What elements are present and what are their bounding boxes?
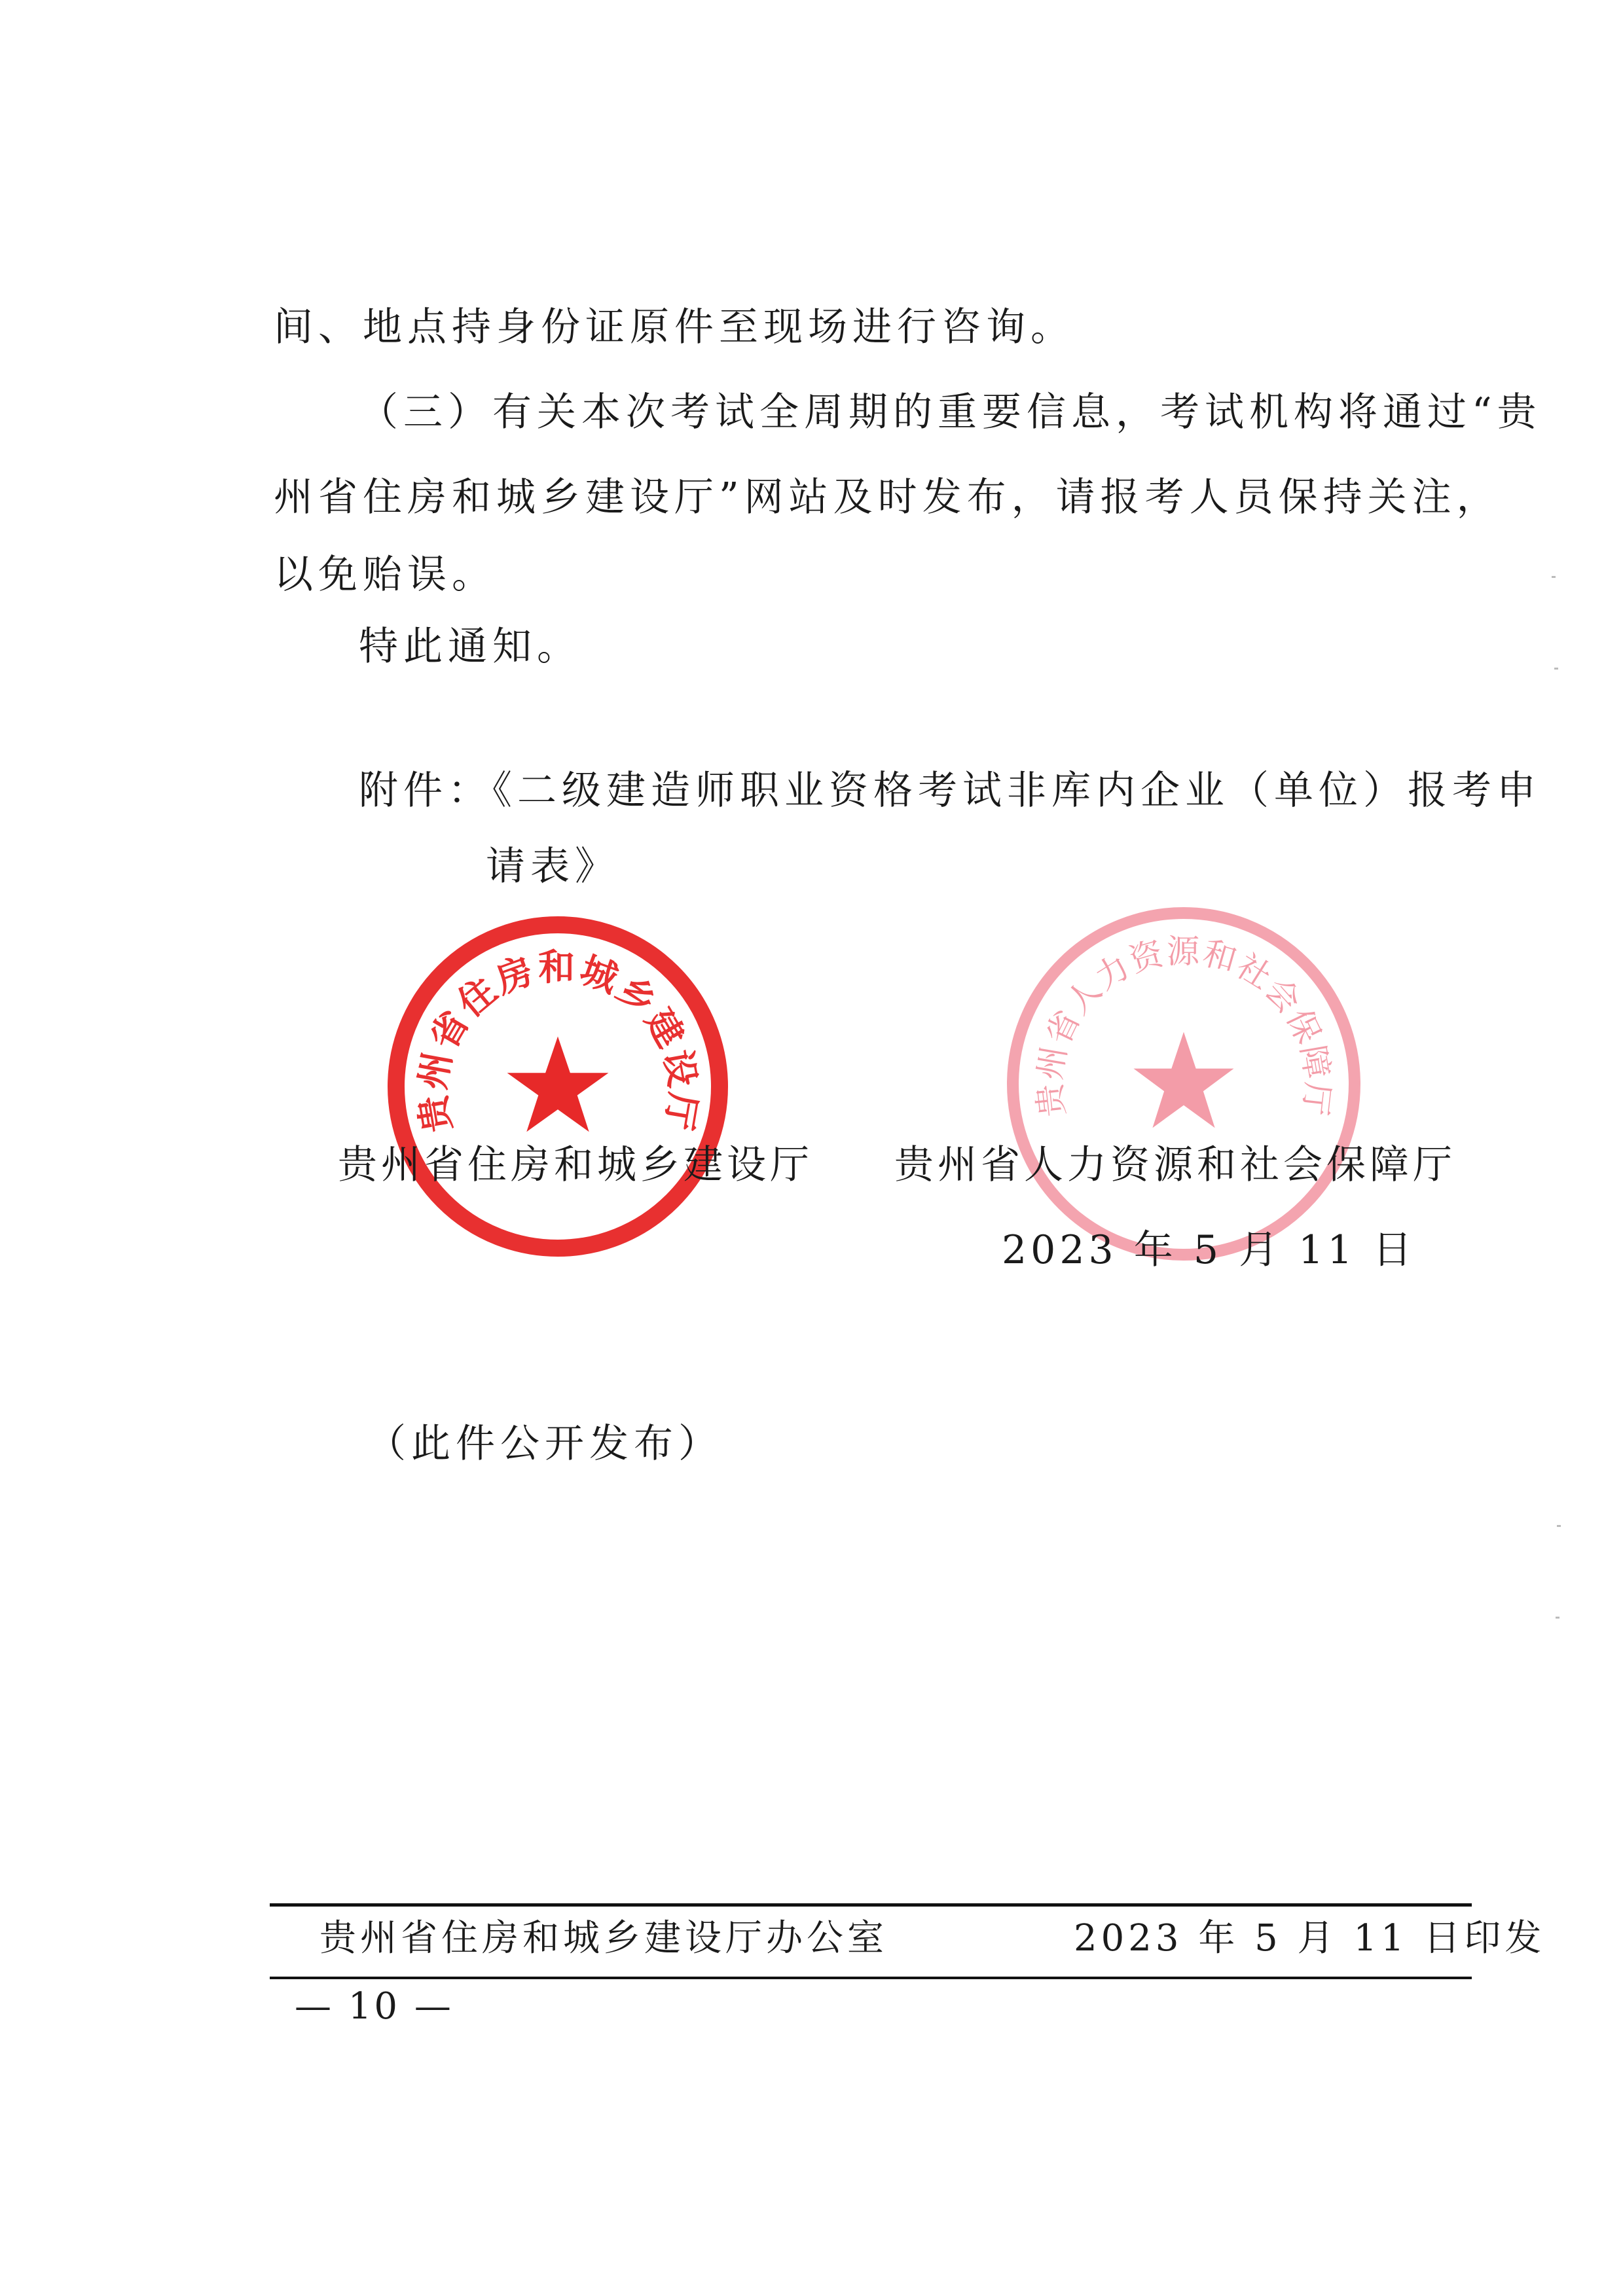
footer-top-rule: [270, 1903, 1472, 1907]
official-seal-hr: [1007, 907, 1360, 1261]
footer-bottom-rule: [270, 1977, 1472, 1979]
scan-speck: [1557, 1525, 1561, 1527]
body-line-1: 间、地点持身份证原件至现场进行咨询。: [274, 304, 1075, 350]
footer-issue-date: 2023 年 5 月 11 日印发: [1074, 1917, 1546, 1960]
official-seal-housing: [388, 916, 728, 1257]
scan-speck: [1556, 1617, 1559, 1619]
seal-star-icon: [1133, 1032, 1233, 1128]
signature-date: 2023 年 5 月 11 日: [1002, 1227, 1416, 1273]
body-line-3: 州省住房和城乡建设厅”网站及时发布，请报考人员保持关注，: [274, 475, 1501, 520]
seal-housing-graphic: [405, 933, 711, 1240]
signature-org-housing: 贵州省住房和城乡建设厅: [338, 1142, 813, 1188]
body-line-2: （三）有关本次考试全周期的重要信息，考试机构将通过“贵: [359, 389, 1542, 435]
closing-line: 特此通知。: [359, 624, 581, 670]
scan-speck: [1554, 668, 1558, 670]
attachment-line-1: 附件：《二级建造师职业资格考试非库内企业（单位）报考申: [359, 768, 1541, 814]
page-number: — 10 —: [295, 1985, 454, 2028]
body-line-4: 以免贻误。: [274, 552, 496, 598]
scan-speck: [1552, 576, 1556, 578]
footer-issuer: 贵州省住房和城乡建设厅办公室: [319, 1917, 888, 1960]
svg-text:贵州省人力资源和社会保障厅: 贵州省人力资源和社会保障厅: [1029, 931, 1338, 1119]
signature-org-hr: 贵州省人力资源和社会保障厅: [894, 1142, 1456, 1188]
seal-star-icon: [507, 1037, 609, 1132]
svg-text:贵州省住房和城乡建设厅: 贵州省住房和城乡建设厅: [411, 946, 704, 1136]
seal-hr-graphic: [1019, 919, 1349, 1249]
attachment-line-2: 请表》: [486, 844, 619, 889]
publication-note: （此件公开发布）: [367, 1421, 723, 1467]
